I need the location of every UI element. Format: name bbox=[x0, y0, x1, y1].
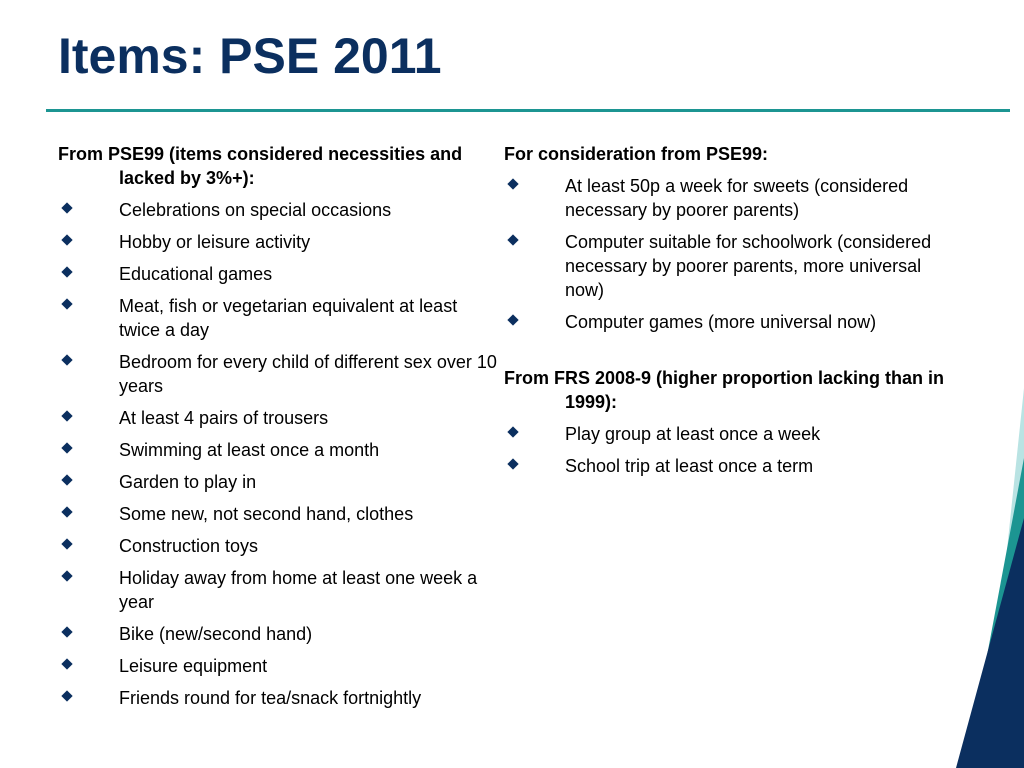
list-item bbox=[504, 174, 954, 222]
list-item bbox=[58, 622, 503, 646]
list-item bbox=[504, 454, 954, 478]
list-item bbox=[58, 262, 503, 286]
diamond-bullet-icon bbox=[61, 658, 72, 669]
list-item-text: Computer suitable for schoolwork (considered necessary by poorer parents, more universal now) bbox=[565, 232, 932, 300]
list-item bbox=[58, 230, 503, 254]
diamond-bullet-icon bbox=[507, 314, 518, 325]
right-heading-1: For consideration from PSE99: bbox=[504, 144, 769, 164]
right-item-list-1 bbox=[504, 174, 954, 334]
list-item-text: Construction toys bbox=[119, 536, 259, 556]
list-item-text: At least 50p a week for sweets (considered necessary by poorer parents) bbox=[565, 176, 909, 220]
diamond-bullet-icon bbox=[61, 570, 72, 581]
diamond-bullet-icon bbox=[61, 354, 72, 365]
diamond-bullet-icon bbox=[507, 426, 518, 437]
diamond-bullet-icon bbox=[507, 458, 518, 469]
diamond-bullet-icon bbox=[507, 178, 518, 189]
diamond-bullet-icon bbox=[61, 298, 72, 309]
list-item-text: School trip at least once a term bbox=[565, 456, 814, 476]
diamond-bullet-icon bbox=[61, 474, 72, 485]
list-item bbox=[58, 438, 503, 462]
list-item-text: Friends round for tea/snack fortnightly bbox=[119, 688, 422, 708]
diamond-bullet-icon bbox=[61, 234, 72, 245]
list-item bbox=[58, 502, 503, 526]
right-item-list-2 bbox=[504, 422, 954, 478]
list-item bbox=[504, 310, 954, 334]
list-item-text: Play group at least once a week bbox=[565, 424, 821, 444]
list-item-text: Some new, not second hand, clothes bbox=[119, 504, 414, 524]
left-item-list bbox=[58, 198, 503, 710]
diamond-bullet-icon bbox=[61, 626, 72, 637]
list-item-text: Hobby or leisure activity bbox=[119, 232, 311, 252]
list-item-text: Educational games bbox=[119, 264, 273, 284]
list-item-text: Celebrations on special occasions bbox=[119, 200, 392, 220]
title-divider bbox=[46, 109, 1010, 112]
right-column bbox=[504, 142, 954, 486]
diamond-bullet-icon bbox=[61, 506, 72, 517]
list-item-text: Meat, fish or vegetarian equivalent at least twice a day bbox=[119, 296, 458, 340]
diamond-bullet-icon bbox=[61, 266, 72, 277]
diamond-bullet-icon bbox=[61, 202, 72, 213]
list-item bbox=[58, 406, 503, 430]
list-item-text: Garden to play in bbox=[119, 472, 257, 492]
list-item bbox=[58, 534, 503, 558]
left-heading: From PSE99 (items considered necessities and lacked by 3%+): bbox=[58, 144, 463, 188]
list-item-text: Holiday away from home at least one week a year bbox=[119, 568, 478, 612]
list-item bbox=[58, 686, 503, 710]
corner-decoration bbox=[944, 368, 1024, 768]
list-item bbox=[58, 294, 503, 342]
list-item bbox=[58, 470, 503, 494]
diamond-bullet-icon bbox=[61, 442, 72, 453]
list-item-text: Bike (new/second hand) bbox=[119, 624, 313, 644]
section-spacer bbox=[504, 342, 954, 366]
list-item bbox=[58, 350, 503, 398]
diamond-bullet-icon bbox=[61, 690, 72, 701]
list-item-text: Computer games (more universal now) bbox=[565, 312, 877, 332]
list-item bbox=[58, 198, 503, 222]
slide-title: Items: PSE 2011 bbox=[58, 28, 442, 84]
list-item bbox=[58, 566, 503, 614]
list-item bbox=[504, 422, 954, 446]
list-item-text: Leisure equipment bbox=[119, 656, 268, 676]
right-heading-2: From FRS 2008-9 (higher proportion lacking than in 1999): bbox=[504, 368, 945, 412]
diamond-bullet-icon bbox=[507, 234, 518, 245]
list-item bbox=[504, 230, 954, 302]
list-item-text: Bedroom for every child of different sex over 10 years bbox=[119, 352, 497, 396]
left-column bbox=[58, 142, 503, 718]
list-item-text: Swimming at least once a month bbox=[119, 440, 380, 460]
list-item bbox=[58, 654, 503, 678]
diamond-bullet-icon bbox=[61, 410, 72, 421]
list-item-text: At least 4 pairs of trousers bbox=[119, 408, 329, 428]
diamond-bullet-icon bbox=[61, 538, 72, 549]
